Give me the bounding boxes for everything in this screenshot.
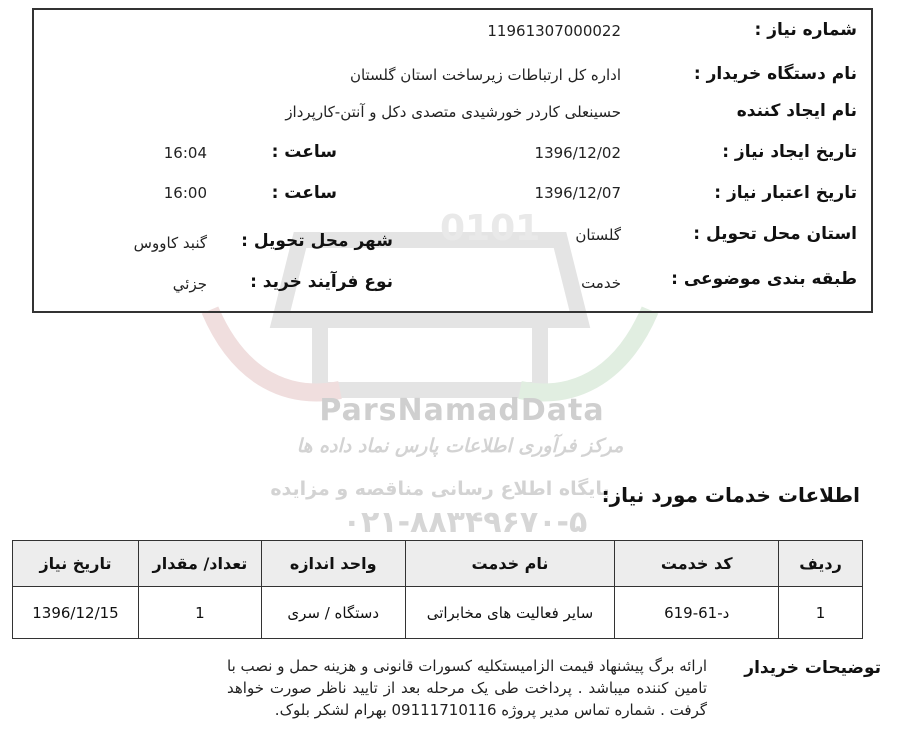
cell-quantity: 1 bbox=[138, 587, 261, 639]
cell-service-name: سایر فعالیت های مخابراتی bbox=[405, 587, 615, 639]
buyer-notes-text: ارائه برگ پیشنهاد قیمت الزامیستکلیه کسورات قانونی و هزینه حمل و نصب با تامین کننده میباشد . پرداخت طی یک مرحله بعد از تایید ناظر صورت خواهد گرفت . شماره تماس مدیر پروژه 09111710116 بهرام لشکر بلوک. bbox=[227, 657, 707, 719]
col-unit: واحد اندازه bbox=[261, 541, 405, 587]
watermark-phone: ۰۲۱-۸۸۳۴۹۶۷۰-۵ bbox=[342, 505, 588, 540]
col-row-number: ردیف bbox=[779, 541, 863, 587]
col-quantity: تعداد/ مقدار bbox=[138, 541, 261, 587]
buyer-notes-label: توضیحات خریدار bbox=[744, 658, 881, 678]
svg-text:0101: 0101 bbox=[440, 208, 541, 249]
watermark-line1: مرکز فرآوری اطلاعات پارس نماد داده ها bbox=[296, 435, 624, 457]
buyer-label: نام دستگاه خریدار : bbox=[693, 64, 857, 84]
valid-time: 16:00 bbox=[163, 184, 207, 202]
table-header-row bbox=[13, 541, 863, 587]
created-date-label: تاریخ ایجاد نیاز : bbox=[722, 142, 857, 162]
created-date: 1396/12/02 bbox=[534, 144, 621, 162]
col-service-code: کد خدمت bbox=[615, 541, 779, 587]
category: خدمت bbox=[581, 274, 621, 292]
table-row bbox=[13, 587, 863, 639]
need-number: 11961307000022 bbox=[487, 22, 621, 40]
watermark-brand: ParsNamadData bbox=[319, 393, 605, 428]
cell-need-date: 1396/12/15 bbox=[13, 587, 139, 639]
cell-row-number: 1 bbox=[779, 587, 863, 639]
category-label: طبقه بندی موضوعی : bbox=[671, 269, 857, 289]
services-section-title: اطلاعات خدمات مورد نیاز: bbox=[601, 483, 860, 507]
process-label: نوع فرآیند خرید : bbox=[250, 272, 393, 292]
buyer-name: اداره کل ارتباطات زیرساخت استان گلستان bbox=[349, 66, 621, 84]
city: گنبد کاووس bbox=[133, 234, 207, 252]
created-time-label: ساعت : bbox=[271, 142, 337, 162]
need-info-box bbox=[32, 8, 873, 313]
watermark-line2: پایگاه اطلاع رسانی مناقصه و مزایده bbox=[270, 478, 610, 500]
province-label: استان محل تحویل : bbox=[693, 224, 857, 244]
process: جزئي bbox=[172, 275, 207, 293]
creator-label: نام ایجاد کننده bbox=[736, 101, 857, 121]
col-need-date: تاریخ نیاز bbox=[13, 541, 139, 587]
valid-time-label: ساعت : bbox=[271, 183, 337, 203]
services-table bbox=[12, 540, 863, 639]
created-time: 16:04 bbox=[163, 144, 207, 162]
need-number-label: شماره نیاز : bbox=[754, 20, 857, 40]
city-label: شهر محل تحویل : bbox=[241, 231, 393, 251]
valid-date-label: تاریخ اعتبار نیاز : bbox=[714, 183, 857, 203]
province: گلستان bbox=[575, 226, 621, 244]
valid-date: 1396/12/07 bbox=[534, 184, 621, 202]
creator-name: حسینعلی کاردر خورشیدی متصدی دکل و آنتن-کارپرداز bbox=[285, 103, 621, 121]
col-service-name: نام خدمت bbox=[405, 541, 615, 587]
cell-unit: دستگاه / سری bbox=[261, 587, 405, 639]
cell-service-code: د-61-619 bbox=[615, 587, 779, 639]
